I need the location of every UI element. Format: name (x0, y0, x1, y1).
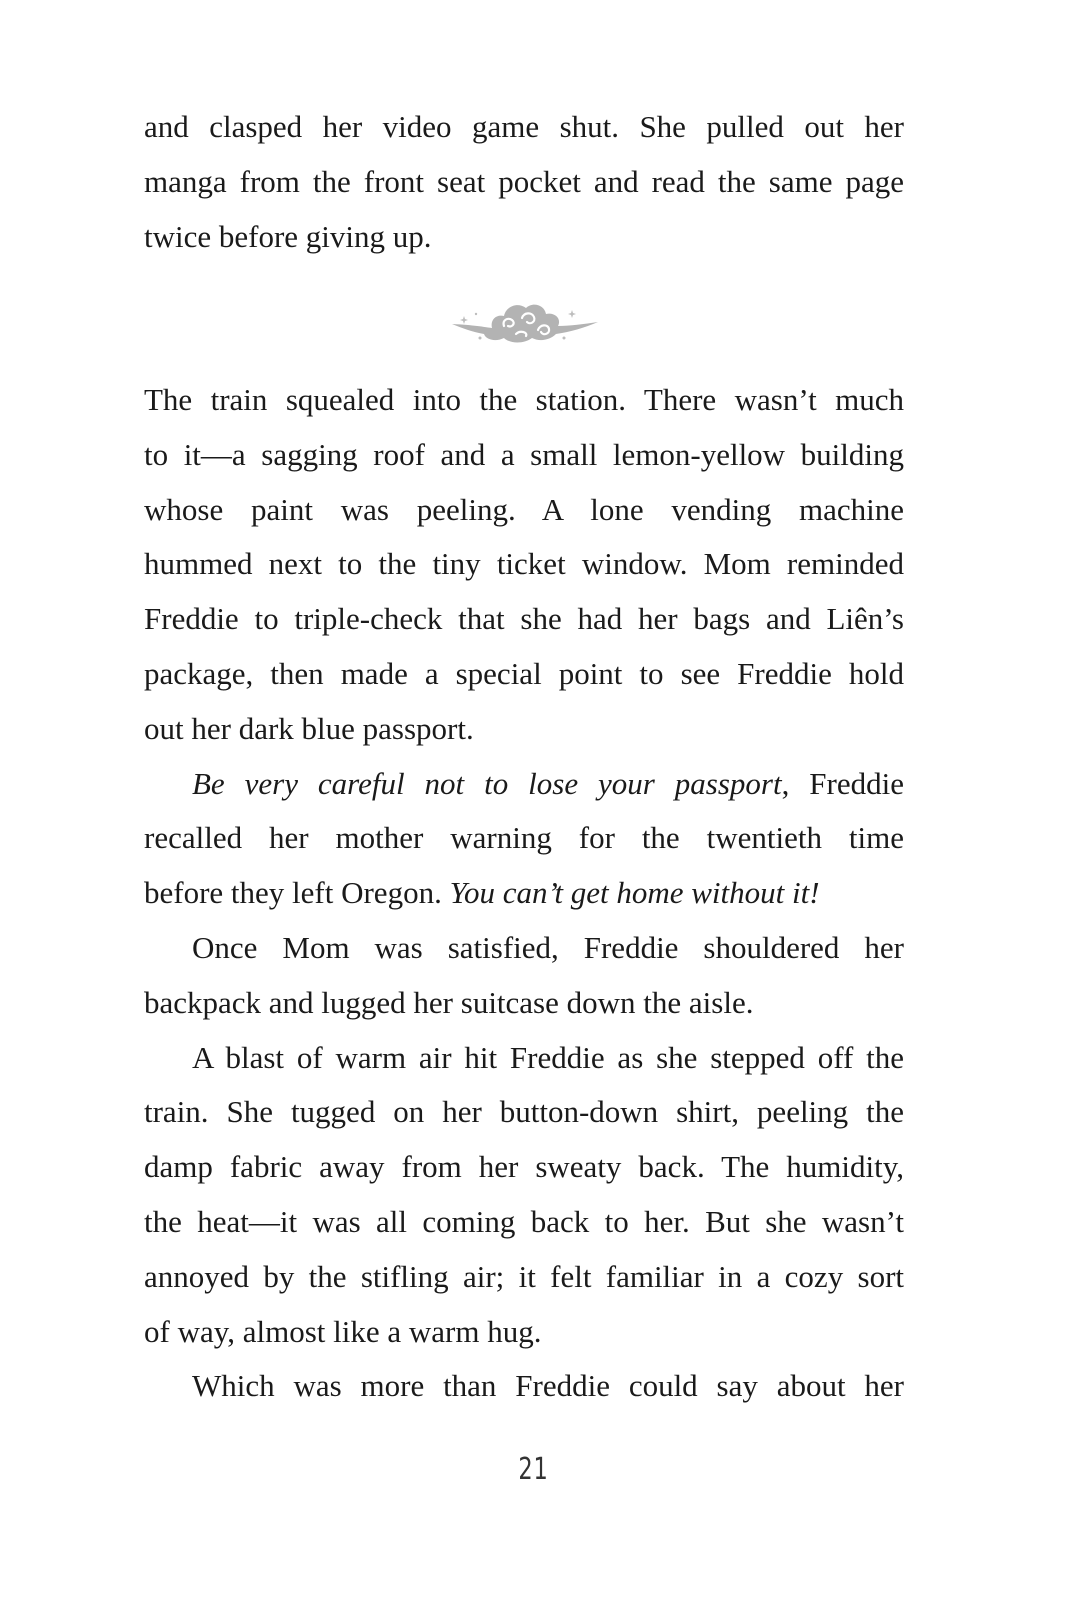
text-line (144, 757, 904, 812)
text-line: A blast of warm air hit Freddie as she stepped off the (192, 1039, 904, 1075)
text-line: Which was more than Freddie could say about her (192, 1368, 904, 1404)
text-line: twice before giving up. (144, 218, 432, 254)
text-line: and clasped her video game shut. She pulled out her (144, 109, 904, 144)
text-line: recalled her mother warning for the twentieth time (144, 820, 904, 856)
text-line: hummed next to the tiny ticket window. Mom reminded (144, 546, 904, 582)
text-line: backpack and lugged her suitcase down the aisle. (144, 984, 754, 1020)
text-line: train. She tugged on her button-down shirt, peeling the (144, 1094, 904, 1130)
text-line: Once Mom was satisfied, Freddie shouldered her (192, 929, 904, 965)
text-line (144, 866, 904, 921)
text-line: out her dark blue passport. (144, 710, 474, 746)
text-span: before they left Oregon. (144, 875, 450, 911)
text-line: annoyed by the stifling air; it felt familiar in a cozy sort (144, 1258, 904, 1294)
italic-text: You can’t get home without it! (449, 875, 820, 911)
text-line: The train squealed into the station. There wasn’t much (144, 382, 904, 417)
text-block-main (144, 373, 904, 1414)
cloud-ornament-icon (444, 292, 604, 352)
text-line: to it—a sagging roof and a small lemon-yellow building (144, 436, 904, 472)
text-line: package, then made a special point to see Freddie hold (144, 655, 904, 691)
text-line: of way, almost like a warm hug. (144, 1313, 542, 1349)
text-line: whose paint was peeling. A lone vending machine (144, 491, 904, 527)
text-line: manga from the front seat pocket and read the same page (144, 163, 904, 199)
italic-text: Be very careful not to lose your passport (192, 765, 782, 801)
page-number: 21 (518, 1452, 549, 1487)
text-span: , Freddie (781, 765, 904, 801)
text-block-top (144, 100, 904, 264)
text-line: damp fabric away from her sweaty back. The humidity, (144, 1149, 904, 1185)
text-line: Freddie to triple-check that she had her bags and Liên’s (144, 601, 904, 637)
text-line: the heat—it was all coming back to her. But she wasn’t (144, 1203, 904, 1239)
